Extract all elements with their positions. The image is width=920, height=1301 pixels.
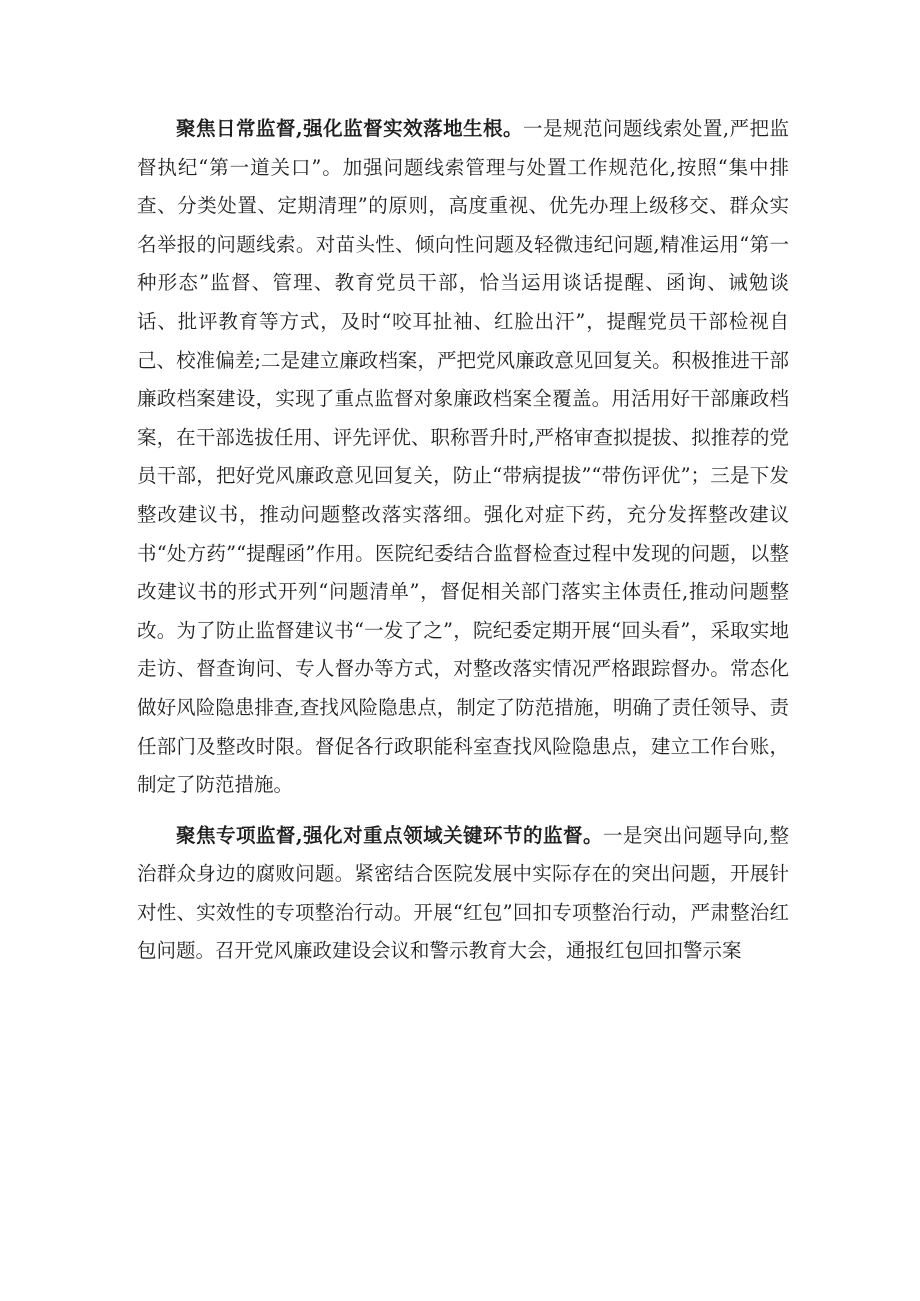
paragraph-daily-supervision — [137, 110, 789, 805]
paragraph-text: 一是突出问题导向,整治群众身边的腐败问题。紧密结合医院发展中实际存在的突出问题，开展针对性、实效性的专项整治行动。开展“红包”回扣专项整治行动，严肃整治红包问题。召开党风廉政建设会议和警示教育大会，通报红包回扣警示案 — [137, 823, 789, 963]
paragraph-special-supervision — [137, 817, 789, 971]
paragraph-heading: 聚焦专项监督,强化对重点领域关键环节的监督。 — [176, 823, 603, 847]
document-body — [137, 110, 789, 971]
paragraph-heading: 聚焦日常监督,强化监督实效落地生根。 — [176, 117, 523, 140]
paragraph-text: 一是规范问题线索处置,严把监督执纪“第一道关口”。加强问题线索管理与处置工作规范化,按照“集中排查、分类处置、定期清理”的原则，高度重视、优先办理上级移交、群众实名举报的问题线索。对苗头性、倾向性问题及轻微违纪问题,精准运用“第一种形态”监督、管理、教育党员干部，恰当运用谈话提醒、函询、诫勉谈话、批评教育等方式，及时“咬耳扯袖、红脸出汗”，提醒党员干部检视自己、校准偏差;二是建立廉政档案，严把党风廉政意见回复关。积极推进干部廉政档案建设，实现了重点监督对象廉政档案全覆盖。用活用好干部廉政档案，在干部选拔任用、评先评优、职称晋升时,严格审查拟提拔、拟推荐的党员干部，把好党风廉政意见回复关，防止“带病提拔”“带伤评优”；三是下发整改建议书，推动问题整改落实落细。强化对症下药，充分发挥整改建议书“处方药”“提醒函”作用。医院纪委结合监督检查过程中发现的问题，以整改建议书的形式开列“问题清单”，督促相关部门落实主体责任,推动问题整改。为了防止监督建议书“一发了之”，院纪委定期开展“回头看”，采取实地走访、督查询问、专人督办等方式，对整改落实情况严格跟踪督办。常态化做好风险隐患排查,查找风险隐患点，制定了防范措施，明确了责任领导、责任部门及整改时限。督促各行政职能科室查找风险隐患点，建立工作台账，制定了防范措施。 — [137, 117, 789, 797]
